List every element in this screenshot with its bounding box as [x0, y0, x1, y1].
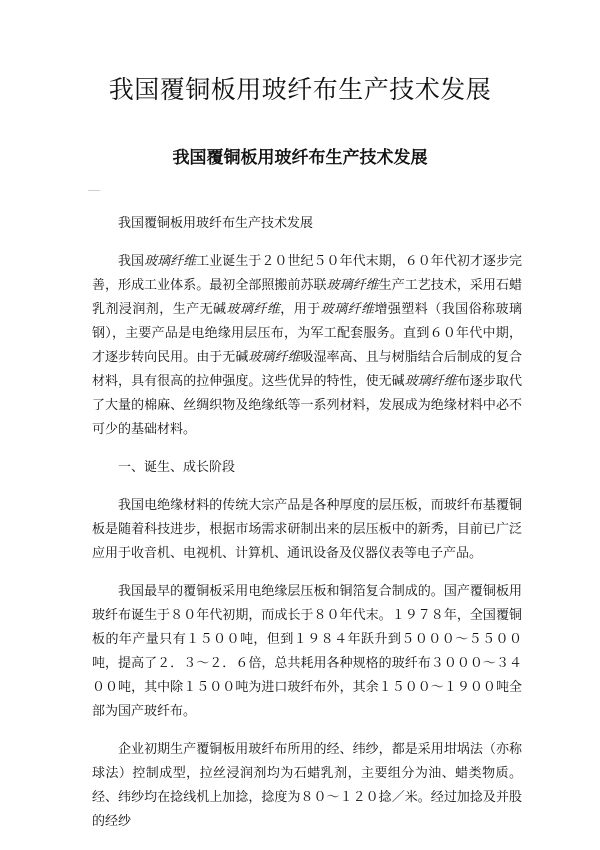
- keyword-glass-fiber: 玻璃纤维: [144, 254, 197, 269]
- section-title: 我国覆铜板用玻纤布生产技术发展: [118, 216, 314, 231]
- paragraph-products: 我国电绝缘材料的传统大宗产品是各种厚度的层压板，而玻纤布基覆铜板是随着科技进步，根据市场需求研制出来的层压板中的新秀，目前已广泛应用于收音机、电视机、计算机、通讯设备及仪器仪表等电子产品。: [92, 498, 522, 561]
- text-segment: 吸湿率高、且与树脂结合后制成的复合材料，具有很高的拉伸强度。这些优异的特性，使无碱: [92, 350, 522, 389]
- text-segment: 生产工艺技术，采用石蜡乳剂浸润剂，生产无碱: [92, 278, 522, 317]
- text-segment: 布逐步取代了大量的棉麻、丝绸织物及绝缘纸等一系列材料，发展成为绝缘材料中必不可少的基础材料。: [92, 374, 522, 437]
- text-segment: 增强塑料（我国俗称玻璃钢），主要产品是电绝缘用层压布，为军工配套服务。直到６０年代中期，才逐步转向民用。由于无碱: [92, 302, 522, 365]
- document-title: 我国覆铜板用玻纤布生产技术发展: [108, 75, 492, 104]
- section-heading: 一、诞生、成长阶段: [118, 460, 236, 475]
- paragraph-intro: [92, 250, 522, 442]
- keyword-glass-fiber: 玻璃纤维: [404, 374, 457, 389]
- text-segment: 我国: [118, 254, 145, 269]
- paragraph-history: 我国最早的覆铜板采用电绝缘层压板和铜箔复合制成的。国产覆铜板用玻纤布诞生于８０年代初期，而成长于８０年代末。１９７８年，全国覆铜板的年产量只有１５００吨，但到１９８４年跃升到５０００～５５００吨，提高了２．３～２．６倍，总共耗用各种规格的玻纤布３０００～３４００吨，其中除１５００吨为进口玻纤布外，其余１５００～１９００吨全部为国产玻纤布。: [92, 584, 522, 719]
- text-segment: ，用于: [280, 302, 321, 317]
- paragraph-process: 企业初期生产覆铜板用玻纤布所用的经、纬纱，都是采用坩埚法（亦称球法）控制成型，拉丝浸润剂均为石蜡乳剂，主要组分为油、蜡类物质。经、纬纱均在捻线机上加捻，捻度为８０～１２０捻／米。经过加捻及并股的经纱: [92, 742, 522, 829]
- document-body: [92, 212, 522, 848]
- keyword-glass-fiber: 玻璃纤维: [320, 302, 375, 317]
- document-subtitle: 我国覆铜板用玻纤布生产技术发展: [172, 148, 428, 168]
- page-marker: [88, 190, 100, 191]
- keyword-glass-fiber: 玻璃纤维: [326, 278, 379, 293]
- keyword-glass-fiber: 玻璃纤维: [226, 302, 281, 317]
- text-segment: 工业诞生于２０世纪５０年代末期，６０年代初才逐步完善，形成工业体系。最初全部照搬前苏联: [92, 254, 522, 293]
- keyword-glass-fiber: 玻璃纤维: [248, 350, 301, 365]
